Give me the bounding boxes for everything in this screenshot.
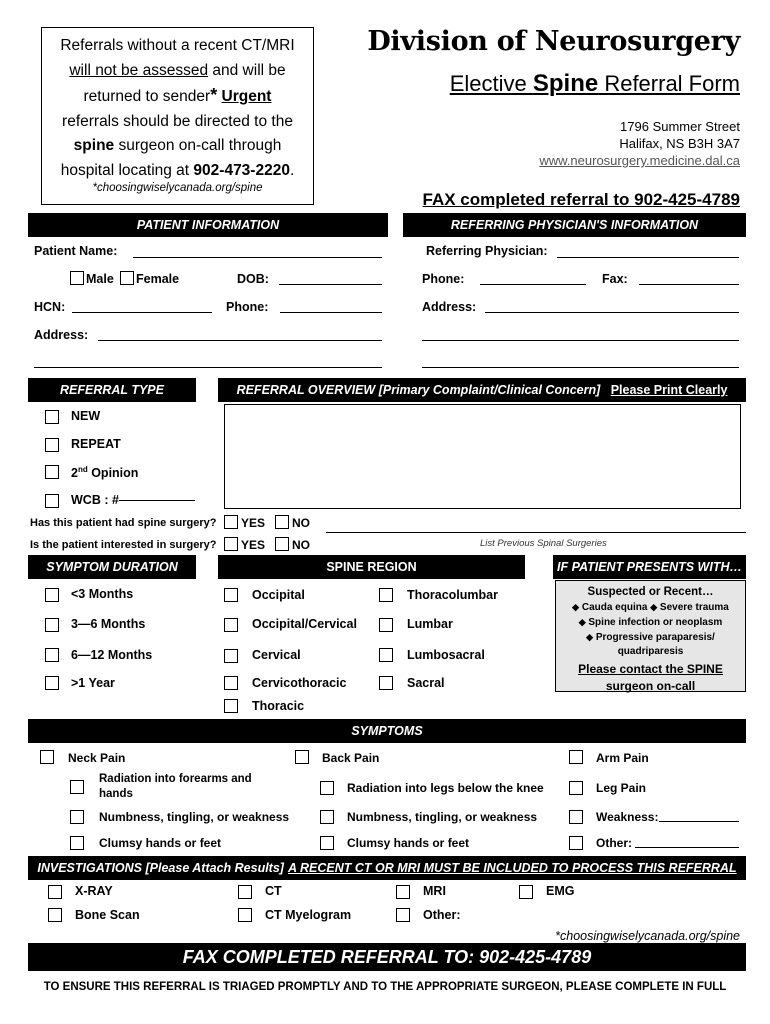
duration-lt3-label: <3 Months bbox=[71, 587, 134, 601]
arm-pain-label: Arm Pain bbox=[596, 751, 649, 765]
numbness-lower-checkbox[interactable] bbox=[320, 810, 334, 824]
contact-spine-line1: Please contact the SPINE bbox=[578, 662, 723, 676]
wcb-checkbox[interactable] bbox=[45, 494, 59, 508]
patient-info-heading: PATIENT INFORMATION bbox=[28, 213, 388, 237]
region-lumbosacral-label: Lumbosacral bbox=[407, 648, 485, 662]
patient-address-label: Address: bbox=[34, 328, 89, 342]
diamond-icon: ◆ bbox=[572, 602, 580, 612]
region-occipital-label: Occipital bbox=[252, 588, 305, 602]
physician-phone-label: Phone: bbox=[422, 272, 465, 286]
radiation-legs-label: Radiation into legs below the knee bbox=[347, 781, 544, 795]
diamond-icon: ◆ bbox=[650, 602, 658, 612]
numbness-upper-checkbox[interactable] bbox=[70, 810, 84, 824]
referral-overview-textarea[interactable] bbox=[224, 404, 741, 509]
page-title: Division of Neurosurgery bbox=[367, 26, 740, 57]
hcn-label: HCN: bbox=[34, 300, 66, 314]
ct-myelogram-label: CT Myelogram bbox=[265, 908, 352, 922]
new-checkbox[interactable] bbox=[45, 410, 59, 424]
clumsy-lower-checkbox[interactable] bbox=[320, 836, 334, 850]
region-occipital-cervical-label: Occipital/Cervical bbox=[252, 617, 357, 631]
radiation-arms-checkbox[interactable] bbox=[70, 780, 84, 794]
physician-fax-label: Fax: bbox=[602, 272, 628, 286]
other-symptom-checkbox[interactable] bbox=[569, 836, 583, 850]
previous-surgeries-field[interactable] bbox=[326, 532, 746, 533]
radiation-legs-checkbox[interactable] bbox=[320, 781, 334, 795]
male-label: Male bbox=[86, 272, 114, 286]
region-thoracic-checkbox[interactable] bbox=[224, 699, 238, 713]
clumsy-lower-label: Clumsy hands or feet bbox=[347, 836, 470, 850]
spine-surgery-question: Has this patient had spine surgery? bbox=[30, 517, 217, 529]
investigations-heading: INVESTIGATIONS [Please Attach Results] A RECENT CT OR MRI MUST BE INCLUDED TO PROCESS THIS REFERRAL bbox=[28, 856, 746, 880]
notice-urgent: Urgent bbox=[221, 88, 272, 105]
page-subtitle: Elective Spine Referral Form bbox=[449, 70, 740, 97]
region-thoracic-label: Thoracic bbox=[252, 699, 305, 713]
xray-label: X-RAY bbox=[75, 884, 113, 898]
address-line1: 1796 Summer Street bbox=[620, 119, 740, 134]
physician-address-label: Address: bbox=[422, 300, 477, 314]
region-thoracolumbar-label: Thoracolumbar bbox=[407, 588, 498, 602]
spine-region-heading: SPINE REGION bbox=[218, 555, 525, 579]
second-opinion-label: 2nd Opinion bbox=[71, 465, 139, 481]
neck-pain-label: Neck Pain bbox=[68, 751, 126, 765]
bone-scan-checkbox[interactable] bbox=[48, 908, 62, 922]
emg-label: EMG bbox=[546, 884, 575, 898]
dob-field[interactable] bbox=[279, 284, 382, 285]
region-occipital-checkbox[interactable] bbox=[224, 588, 238, 602]
patient-name-field[interactable] bbox=[133, 257, 382, 258]
referral-type-heading: REFERRAL TYPE bbox=[28, 378, 196, 402]
referring-physician-label: Referring Physician: bbox=[426, 244, 548, 258]
bone-scan-label: Bone Scan bbox=[75, 908, 140, 922]
back-pain-checkbox[interactable] bbox=[295, 750, 309, 764]
duration-3-6-label: 3—6 Months bbox=[71, 617, 146, 631]
interested-no-label: NO bbox=[292, 538, 310, 552]
emg-checkbox[interactable] bbox=[519, 885, 533, 899]
list-previous-surgeries-note: List Previous Spinal Surgeries bbox=[480, 538, 607, 549]
male-checkbox[interactable] bbox=[70, 271, 84, 285]
presents-title: Suspected or Recent… bbox=[587, 586, 714, 598]
surgery-no-label: NO bbox=[292, 516, 310, 530]
region-cervicothoracic-checkbox[interactable] bbox=[224, 676, 238, 690]
physician-address-field-2[interactable] bbox=[422, 340, 739, 341]
region-cervical-checkbox[interactable] bbox=[224, 649, 238, 663]
referral-overview-heading: REFERRAL OVERVIEW [Primary Complaint/Clinical Concern] Please Print Clearly bbox=[218, 378, 746, 402]
website-link[interactable]: www.neurosurgery.medicine.dal.ca bbox=[539, 153, 740, 168]
duration-6-12-label: 6—12 Months bbox=[71, 648, 153, 662]
interested-yes-label: YES bbox=[241, 538, 266, 552]
patient-phone-field[interactable] bbox=[280, 312, 382, 313]
mri-checkbox[interactable] bbox=[396, 885, 410, 899]
ct-checkbox[interactable] bbox=[238, 885, 252, 899]
duration-3-6-checkbox[interactable] bbox=[45, 618, 59, 632]
notice-phone: 902-473-2220 bbox=[193, 161, 290, 179]
neck-pain-checkbox[interactable] bbox=[40, 750, 54, 764]
physician-fax-field[interactable] bbox=[639, 284, 739, 285]
clumsy-upper-label: Clumsy hands or feet bbox=[99, 836, 222, 850]
weakness-checkbox[interactable] bbox=[569, 810, 583, 824]
surgery-yes-label: YES bbox=[241, 516, 266, 530]
presents-with-heading: IF PATIENT PRESENTS WITH… bbox=[553, 555, 746, 579]
radiation-arms-label: Radiation into forearms and hands bbox=[99, 773, 252, 800]
region-cervical-label: Cervical bbox=[252, 648, 301, 662]
diamond-icon: ◆ bbox=[578, 617, 586, 627]
wcb-label: WCB : # bbox=[71, 493, 119, 507]
address-line2: Halifax, NS B3H 3A7 bbox=[619, 136, 740, 151]
symptoms-heading: SYMPTOMS bbox=[28, 719, 746, 743]
leg-pain-checkbox[interactable] bbox=[569, 781, 583, 795]
fax-header: FAX completed referral to 902-425-4789 bbox=[422, 190, 740, 209]
other-investigation-checkbox[interactable] bbox=[396, 908, 410, 922]
dob-label: DOB: bbox=[237, 272, 269, 286]
surgery-yes-checkbox[interactable] bbox=[224, 515, 238, 529]
numbness-upper-label: Numbness, tingling, or weakness bbox=[99, 810, 290, 824]
other-symptom-field[interactable] bbox=[635, 847, 739, 848]
region-lumbosacral-checkbox[interactable] bbox=[379, 648, 393, 662]
physician-info-heading: REFERRING PHYSICIAN'S INFORMATION bbox=[403, 213, 746, 237]
duration-gt1y-checkbox[interactable] bbox=[45, 676, 59, 690]
arm-pain-checkbox[interactable] bbox=[569, 750, 583, 764]
duration-lt3-checkbox[interactable] bbox=[45, 588, 59, 602]
notice-text: Referrals without a recent CT/MRI will not be assessed and will be returned to sender* Urgent referrals should be directed to the spine surgeon on-call through hospital locating at 902-473-2220. bbox=[45, 34, 310, 183]
duration-6-12-checkbox[interactable] bbox=[45, 648, 59, 662]
region-lumbar-label: Lumbar bbox=[407, 617, 453, 631]
contact-spine-line2: surgeon on-call bbox=[605, 679, 696, 693]
region-sacral-checkbox[interactable] bbox=[379, 676, 393, 690]
region-cervicothoracic-label: Cervicothoracic bbox=[252, 676, 347, 690]
patient-phone-label: Phone: bbox=[226, 300, 269, 314]
patient-address-field-2[interactable] bbox=[34, 367, 382, 368]
surgery-no-checkbox[interactable] bbox=[275, 515, 289, 529]
numbness-lower-label: Numbness, tingling, or weakness bbox=[347, 810, 538, 824]
wcb-field[interactable] bbox=[119, 500, 195, 501]
footer-ensure-note: TO ENSURE THIS REFERRAL IS TRIAGED PROMPTLY AND TO THE APPROPRIATE SURGEON, PLEASE COMPLETE IN FULL bbox=[43, 981, 727, 993]
region-occipital-cervical-checkbox[interactable] bbox=[224, 618, 238, 632]
notice-line1: Referrals without a recent CT/MRI bbox=[60, 37, 295, 54]
interested-no-checkbox[interactable] bbox=[275, 537, 289, 551]
region-thoracolumbar-checkbox[interactable] bbox=[379, 588, 393, 602]
weakness-field[interactable] bbox=[659, 821, 739, 822]
physician-address-field-3[interactable] bbox=[422, 367, 739, 368]
footer-source-note: *choosingwiselycanada.org/spine bbox=[555, 929, 740, 943]
patient-address-field-1[interactable] bbox=[98, 340, 382, 341]
symptom-duration-heading: SYMPTOM DURATION bbox=[28, 555, 196, 579]
interested-surgery-question: Is the patient interested in surgery? bbox=[30, 539, 217, 551]
other-symptom-label: Other: bbox=[596, 836, 632, 850]
footer-fax-banner: FAX COMPLETED REFERRAL TO: 902-425-4789 bbox=[28, 943, 746, 971]
new-label: NEW bbox=[71, 409, 101, 423]
physician-address-field-1[interactable] bbox=[485, 312, 739, 313]
back-pain-label: Back Pain bbox=[322, 751, 380, 765]
hcn-field[interactable] bbox=[72, 312, 212, 313]
mri-label: MRI bbox=[423, 884, 446, 898]
diamond-icon: ◆ bbox=[586, 632, 594, 642]
female-checkbox[interactable] bbox=[120, 271, 134, 285]
repeat-label: REPEAT bbox=[71, 437, 121, 451]
repeat-checkbox[interactable] bbox=[45, 438, 59, 452]
duration-gt1y-label: >1 Year bbox=[71, 676, 115, 690]
notice-not-assessed: will not be assessed bbox=[69, 61, 209, 79]
interested-yes-checkbox[interactable] bbox=[224, 537, 238, 551]
region-lumbar-checkbox[interactable] bbox=[379, 618, 393, 632]
ct-myelogram-checkbox[interactable] bbox=[238, 908, 252, 922]
leg-pain-label: Leg Pain bbox=[596, 781, 647, 795]
second-opinion-checkbox[interactable] bbox=[45, 465, 59, 479]
referring-physician-field[interactable] bbox=[557, 257, 739, 258]
region-sacral-label: Sacral bbox=[407, 676, 445, 690]
notice-footnote: *choosingwiselycanada.org/spine bbox=[92, 182, 263, 194]
other-investigation-label: Other: bbox=[423, 908, 461, 922]
patient-name-label: Patient Name: bbox=[34, 244, 118, 258]
female-label: Female bbox=[136, 272, 180, 286]
weakness-label: Weakness: bbox=[596, 810, 659, 824]
physician-phone-field[interactable] bbox=[480, 284, 586, 285]
presents-with-box: Suspected or Recent… ◆ Cauda equina ◆ Severe trauma ◆ Spine infection or neoplasm ◆ Progressive paraparesis/ quadriparesis Please contact the SPINE surgeon on-call bbox=[555, 580, 746, 692]
ct-label: CT bbox=[265, 884, 282, 898]
xray-checkbox[interactable] bbox=[48, 885, 62, 899]
clumsy-upper-checkbox[interactable] bbox=[70, 836, 84, 850]
